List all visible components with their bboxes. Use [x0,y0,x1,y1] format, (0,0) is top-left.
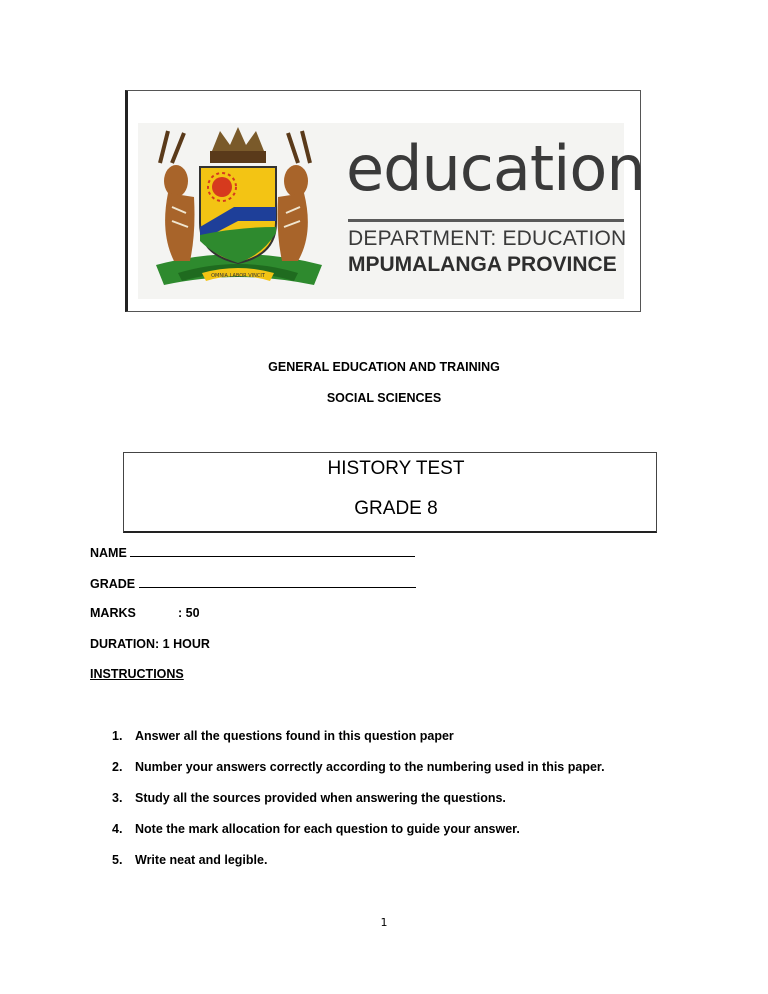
heading-general-education: GENERAL EDUCATION AND TRAINING [268,360,500,374]
instruction-item [112,728,605,759]
name-label: NAME [90,546,127,560]
coat-of-arms-icon [138,123,338,299]
instruction-number: 3. [112,791,123,805]
name-field[interactable] [90,545,415,560]
logo-banner [138,123,645,299]
duration-text: DURATION: 1 HOUR [90,637,210,651]
logo-divider [348,219,624,222]
instruction-number: 2. [112,760,123,774]
motto-text: OMNIA LABOR VINCIT [211,273,265,279]
instructions-list [112,728,605,883]
instruction-number: 4. [112,822,123,836]
logo-education-word: education [346,132,645,205]
page-number: 1 [380,916,388,929]
marks-field [90,606,200,620]
heading-subject: SOCIAL SCIENCES [326,391,442,405]
test-grade: GRADE 8 [354,498,438,519]
instruction-number: 1. [112,729,123,743]
test-title-box [123,452,657,533]
department-logo-box [125,90,645,312]
logo-province-text: MPUMALANGA PROVINCE [348,253,617,276]
instruction-text: Write neat and legible. [135,853,268,867]
instruction-text: Number your answers correctly according to the numbering used in this paper. [135,760,605,774]
instruction-item [112,790,605,821]
instruction-item [112,759,605,790]
name-blank-line[interactable] [130,545,415,557]
logo-department-text: DEPARTMENT: EDUCATION [348,227,627,250]
marks-value: : 50 [178,606,200,620]
grade-blank-line[interactable] [139,576,416,588]
instruction-number: 5. [112,853,123,867]
grade-label: GRADE [90,577,136,591]
instruction-item [112,821,605,852]
test-title: HISTORY TEST [327,458,465,479]
instruction-text: Study all the sources provided when answering the questions. [135,791,506,805]
instruction-text: Note the mark allocation for each question to guide your answer. [135,822,520,836]
instruction-item [112,852,605,883]
instructions-heading: INSTRUCTIONS [90,667,184,681]
marks-label: MARKS [90,606,136,620]
instruction-text: Answer all the questions found in this question paper [135,729,454,743]
grade-field[interactable] [90,576,416,591]
